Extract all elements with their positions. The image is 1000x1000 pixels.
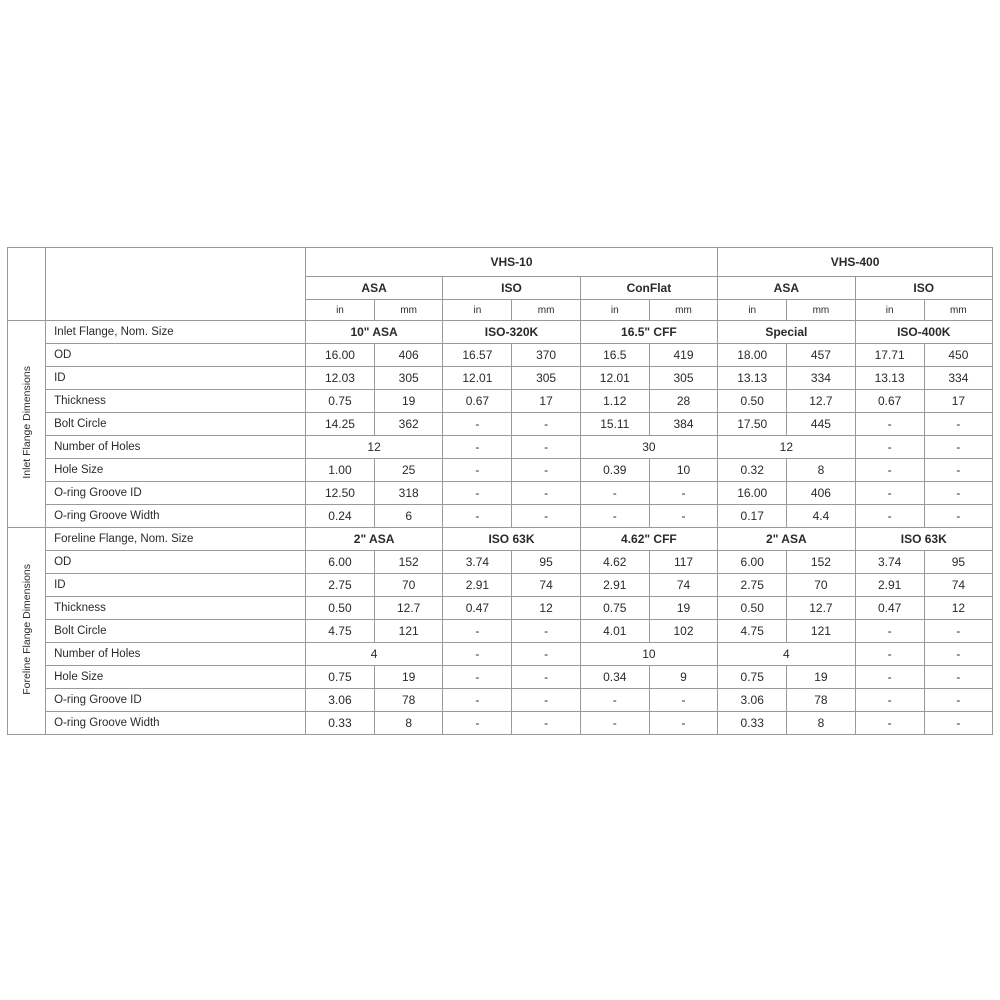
row-label: Inlet Flange, Nom. Size [46, 321, 306, 344]
table-row [8, 574, 993, 597]
row-label: O-ring Groove ID [46, 482, 306, 505]
table-cell: - [443, 482, 512, 505]
inlet-size-row [8, 321, 993, 344]
table-row [8, 436, 993, 459]
table-cell: 370 [512, 344, 580, 367]
table-cell: 4.75 [305, 620, 374, 643]
table-cell: - [512, 459, 580, 482]
table-cell: 0.75 [305, 666, 374, 689]
table-cell: - [924, 712, 992, 735]
table-cell: 0.33 [718, 712, 787, 735]
table-row [8, 597, 993, 620]
table-cell: 28 [649, 390, 717, 413]
table-cell: - [855, 482, 924, 505]
table-cell: - [649, 689, 717, 712]
row-label: Hole Size [46, 666, 306, 689]
table-row [8, 551, 993, 574]
flange-type-header: ASA [305, 277, 442, 300]
table-cell: - [924, 436, 992, 459]
table-cell: 70 [375, 574, 443, 597]
table-cell: 0.17 [718, 505, 787, 528]
table-cell: - [512, 436, 580, 459]
table-cell: - [512, 712, 580, 735]
nominal-size-cell: 16.5" CFF [580, 321, 717, 344]
table-cell: 0.67 [443, 390, 512, 413]
row-label: O-ring Groove Width [46, 712, 306, 735]
table-row [8, 643, 993, 666]
table-cell: 16.5 [580, 344, 649, 367]
table-cell: 121 [787, 620, 855, 643]
table-cell: 12.50 [305, 482, 374, 505]
table-cell: 0.34 [580, 666, 649, 689]
table-row [8, 482, 993, 505]
table-cell: 74 [649, 574, 717, 597]
table-cell: 95 [512, 551, 580, 574]
table-cell: 2.91 [443, 574, 512, 597]
table-cell: 4 [718, 643, 855, 666]
table-cell: 10 [580, 643, 717, 666]
table-cell: 0.67 [855, 390, 924, 413]
row-label: Foreline Flange, Nom. Size [46, 528, 306, 551]
table-cell: 12.03 [305, 367, 374, 390]
nominal-size-cell: 10" ASA [305, 321, 442, 344]
table-cell: 78 [375, 689, 443, 712]
table-cell: 6.00 [718, 551, 787, 574]
table-cell: 12.7 [787, 390, 855, 413]
table-cell: - [443, 436, 512, 459]
foreline-group-label [8, 528, 46, 735]
table-cell: - [443, 712, 512, 735]
table-cell: - [855, 505, 924, 528]
table-cell: 445 [787, 413, 855, 436]
unit-header-mm: mm [787, 300, 855, 321]
table-cell: 2.75 [305, 574, 374, 597]
table-cell: - [443, 666, 512, 689]
table-cell: 10 [649, 459, 717, 482]
table-cell: 19 [375, 390, 443, 413]
table-cell: 74 [512, 574, 580, 597]
table-cell: - [855, 459, 924, 482]
table-cell: - [855, 413, 924, 436]
table-row [8, 344, 993, 367]
table-cell: 0.75 [580, 597, 649, 620]
table-body [8, 321, 993, 735]
table-cell: - [924, 413, 992, 436]
table-cell: 3.06 [718, 689, 787, 712]
table-cell: - [924, 459, 992, 482]
table-cell: 16.00 [718, 482, 787, 505]
table-cell: 19 [787, 666, 855, 689]
table-cell: - [443, 505, 512, 528]
table-cell: 0.32 [718, 459, 787, 482]
table-cell: 334 [924, 367, 992, 390]
table-cell: 3.06 [305, 689, 374, 712]
table-cell: 419 [649, 344, 717, 367]
table-cell: 305 [375, 367, 443, 390]
table-cell: - [649, 712, 717, 735]
table-cell: 16.00 [305, 344, 374, 367]
table-cell: 4.01 [580, 620, 649, 643]
inlet-group-label [8, 321, 46, 528]
table-cell: 334 [787, 367, 855, 390]
row-label: ID [46, 367, 306, 390]
table-cell: 17.71 [855, 344, 924, 367]
table-cell: 0.24 [305, 505, 374, 528]
table-cell: - [512, 505, 580, 528]
table-cell: 305 [512, 367, 580, 390]
unit-header-mm: mm [375, 300, 443, 321]
table-cell: 14.25 [305, 413, 374, 436]
unit-header-in: in [580, 300, 649, 321]
table-row [8, 689, 993, 712]
table-cell: 3.74 [443, 551, 512, 574]
table-cell: - [855, 620, 924, 643]
nominal-size-cell: ISO-320K [443, 321, 580, 344]
table-cell: 0.75 [718, 666, 787, 689]
table-cell: - [512, 620, 580, 643]
model-header-vhs-400: VHS-400 [718, 248, 993, 277]
unit-header-in: in [718, 300, 787, 321]
unit-header-in: in [855, 300, 924, 321]
table-cell: - [580, 712, 649, 735]
table-cell: 9 [649, 666, 717, 689]
table-cell: - [512, 689, 580, 712]
table-cell: - [649, 505, 717, 528]
table-cell: 8 [787, 712, 855, 735]
nominal-size-cell: ISO-400K [855, 321, 992, 344]
table-cell: - [512, 482, 580, 505]
table-cell: 121 [375, 620, 443, 643]
table-cell: 406 [375, 344, 443, 367]
row-label: Number of Holes [46, 643, 306, 666]
flange-type-header: ISO [855, 277, 992, 300]
unit-header-mm: mm [512, 300, 580, 321]
table-cell: 2.75 [718, 574, 787, 597]
table-cell: - [512, 413, 580, 436]
unit-header-mm: mm [924, 300, 992, 321]
table-cell: - [924, 689, 992, 712]
table-cell: 78 [787, 689, 855, 712]
unit-header-in: in [305, 300, 374, 321]
table-cell: 6.00 [305, 551, 374, 574]
table-cell: 13.13 [855, 367, 924, 390]
table-cell: - [855, 436, 924, 459]
table-cell: 30 [580, 436, 717, 459]
table-cell: 12 [718, 436, 855, 459]
row-label: Thickness [46, 390, 306, 413]
table-cell: - [443, 643, 512, 666]
table-cell: 117 [649, 551, 717, 574]
table-cell: 12 [512, 597, 580, 620]
nominal-size-cell: Special [718, 321, 855, 344]
table-cell: 0.33 [305, 712, 374, 735]
table-cell: 0.39 [580, 459, 649, 482]
table-cell: 4 [305, 643, 442, 666]
table-cell: 17 [512, 390, 580, 413]
flange-type-header: ISO [443, 277, 580, 300]
table-cell: - [924, 482, 992, 505]
table-cell: 0.75 [305, 390, 374, 413]
table-cell: 15.11 [580, 413, 649, 436]
table-cell: 12.7 [375, 597, 443, 620]
table-cell: 70 [787, 574, 855, 597]
row-label: ID [46, 574, 306, 597]
row-label: Bolt Circle [46, 620, 306, 643]
flange-type-header: ASA [718, 277, 855, 300]
row-label: Thickness [46, 597, 306, 620]
table-cell: 0.47 [855, 597, 924, 620]
flange-dimensions-table [7, 247, 993, 735]
table-cell: - [855, 666, 924, 689]
nominal-size-cell: ISO 63K [855, 528, 992, 551]
unit-header-mm: mm [649, 300, 717, 321]
table-cell: 12 [305, 436, 442, 459]
row-label: Bolt Circle [46, 413, 306, 436]
table-cell: 8 [375, 712, 443, 735]
table-cell: - [924, 643, 992, 666]
table-cell: 0.50 [718, 597, 787, 620]
corner-cell-label [46, 248, 306, 321]
table-row [8, 505, 993, 528]
table-cell: 4.4 [787, 505, 855, 528]
table-cell: 0.50 [305, 597, 374, 620]
table-cell: - [512, 666, 580, 689]
table-cell: - [580, 505, 649, 528]
table-cell: 16.57 [443, 344, 512, 367]
table-row [8, 666, 993, 689]
table-cell: 3.74 [855, 551, 924, 574]
foreline-group-label-text: Foreline Flange Dimensions [20, 564, 33, 695]
table-cell: - [443, 413, 512, 436]
model-header-row [8, 248, 993, 277]
nominal-size-cell: 2" ASA [305, 528, 442, 551]
table-cell: 362 [375, 413, 443, 436]
table-cell: 152 [375, 551, 443, 574]
table-cell: - [924, 505, 992, 528]
row-label: Hole Size [46, 459, 306, 482]
table-cell: 12.01 [443, 367, 512, 390]
table-cell: - [855, 643, 924, 666]
table-cell: - [443, 620, 512, 643]
row-label: Number of Holes [46, 436, 306, 459]
nominal-size-cell: 2" ASA [718, 528, 855, 551]
corner-cell-left [8, 248, 46, 321]
table-cell: - [855, 689, 924, 712]
table-cell: - [855, 712, 924, 735]
nominal-size-cell: ISO 63K [443, 528, 580, 551]
table-cell: 74 [924, 574, 992, 597]
table-cell: 4.75 [718, 620, 787, 643]
foreline-size-row [8, 528, 993, 551]
table-cell: 102 [649, 620, 717, 643]
table-cell: - [443, 459, 512, 482]
table-cell: 305 [649, 367, 717, 390]
table-cell: 1.00 [305, 459, 374, 482]
row-label: O-ring Groove Width [46, 505, 306, 528]
table-cell: 17 [924, 390, 992, 413]
table-row [8, 390, 993, 413]
table-cell: - [512, 643, 580, 666]
table-cell: 1.12 [580, 390, 649, 413]
table-cell: 19 [375, 666, 443, 689]
table-cell: 0.50 [718, 390, 787, 413]
table-row [8, 712, 993, 735]
table-cell: 406 [787, 482, 855, 505]
table-cell: 0.47 [443, 597, 512, 620]
table-cell: 19 [649, 597, 717, 620]
table-row [8, 413, 993, 436]
table-cell: 450 [924, 344, 992, 367]
table-cell: - [580, 689, 649, 712]
table-row [8, 459, 993, 482]
row-label: OD [46, 344, 306, 367]
inlet-group-label-text: Inlet Flange Dimensions [20, 366, 33, 479]
table-cell: - [924, 666, 992, 689]
row-label: O-ring Groove ID [46, 689, 306, 712]
table-cell: 12 [924, 597, 992, 620]
nominal-size-cell: 4.62" CFF [580, 528, 717, 551]
table-cell: - [924, 620, 992, 643]
table-cell: 13.13 [718, 367, 787, 390]
table-cell: 12.7 [787, 597, 855, 620]
table-row [8, 367, 993, 390]
model-header-vhs-10: VHS-10 [305, 248, 717, 277]
table-cell: - [443, 689, 512, 712]
table-cell: 152 [787, 551, 855, 574]
table-cell: 384 [649, 413, 717, 436]
table-cell: 457 [787, 344, 855, 367]
table-cell: 2.91 [855, 574, 924, 597]
unit-header-in: in [443, 300, 512, 321]
table-row [8, 620, 993, 643]
table-cell: 17.50 [718, 413, 787, 436]
flange-type-header: ConFlat [580, 277, 717, 300]
row-label: OD [46, 551, 306, 574]
table-cell: 95 [924, 551, 992, 574]
table-cell: 8 [787, 459, 855, 482]
table-cell: 12.01 [580, 367, 649, 390]
table-cell: 318 [375, 482, 443, 505]
table-cell: 18.00 [718, 344, 787, 367]
table-cell: 4.62 [580, 551, 649, 574]
table-cell: 2.91 [580, 574, 649, 597]
table-cell: 6 [375, 505, 443, 528]
table-cell: - [580, 482, 649, 505]
table-cell: - [649, 482, 717, 505]
table-cell: 25 [375, 459, 443, 482]
